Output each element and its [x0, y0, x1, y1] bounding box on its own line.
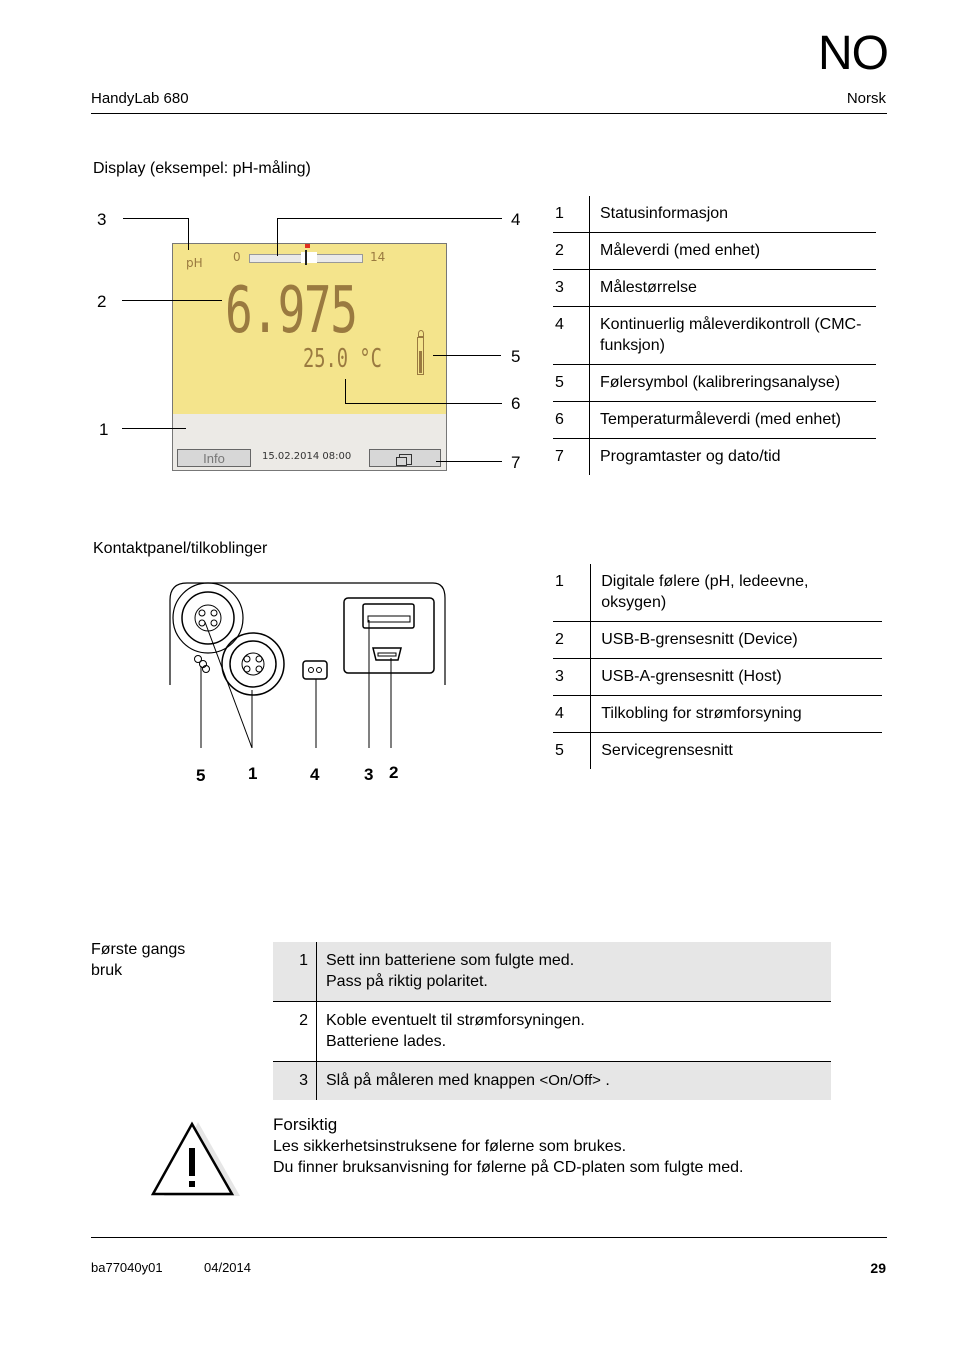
callout-1: 1: [99, 420, 109, 439]
scale-high: 14: [370, 250, 386, 264]
display-param: pH: [186, 256, 203, 270]
display-section-title: Display (eksempel: pH-måling): [93, 160, 311, 177]
step-row: 3 Slå på måleren med knappen <On/Off> .: [273, 1062, 831, 1101]
caution-line2: Du finner bruksanvisning for følerne på CD-platen som fulgte med.: [273, 1159, 744, 1176]
sensor-socket-icon: [173, 583, 243, 653]
window-icon: [399, 454, 412, 465]
temperature-value: 25.0 °C: [303, 344, 382, 374]
step-row: 1 Sett inn batteriene som fulgte med. Pass på riktig polaritet.: [273, 942, 831, 1002]
language-name: Norsk: [846, 90, 886, 107]
legend-row: 3 Målestørrelse: [553, 270, 876, 307]
connector-panel-drawing: [165, 580, 450, 780]
panel-callout-1: 1: [248, 764, 258, 783]
step-row: 2 Koble eventuelt til strømforsyningen. Batteriene lades.: [273, 1002, 831, 1062]
legend-row: 4 Kontinuerlig måleverdikontroll (CMC-funksjon): [553, 307, 876, 365]
legend-row: 5 Servicegrensesnitt: [553, 733, 882, 770]
sensor-socket-icon: [222, 633, 284, 695]
legend-row: 4 Tilkobling for strømforsyning: [553, 696, 882, 733]
product-name: HandyLab 680: [91, 90, 189, 107]
cmc-needle: [305, 250, 307, 265]
panel-section-title: Kontaktpanel/tilkoblinger: [93, 540, 268, 557]
first-use-title-line1: Første gangs: [91, 941, 186, 958]
legend-row: 6 Temperaturmåleverdi (med enhet): [553, 402, 876, 439]
service-port-icon: [195, 656, 210, 673]
cmc-marker: [305, 244, 310, 248]
display-screen: [172, 243, 447, 471]
header-rule: [91, 113, 887, 114]
usb-a-icon: [363, 604, 414, 628]
caution-title: Forsiktig: [273, 1115, 338, 1134]
usb-b-icon: [373, 648, 401, 660]
softkey-window[interactable]: [369, 449, 441, 467]
softkey-info[interactable]: Info: [177, 449, 251, 467]
footer-rule: [91, 1237, 887, 1238]
cmc-window: [301, 252, 317, 263]
legend-row: 1 Statusinformasjon: [553, 196, 876, 233]
doc-date: 04/2014: [204, 1260, 251, 1275]
callout-6: 6: [511, 394, 521, 413]
warning-icon: [150, 1120, 242, 1200]
power-connector-icon: [303, 661, 327, 679]
legend-row: 5 Følersymbol (kalibreringsanalyse): [553, 365, 876, 402]
doc-id: ba77040y01: [91, 1260, 163, 1275]
panel-callout-2: 2: [389, 763, 399, 782]
scale-low: 0: [233, 250, 241, 264]
language-code: NO: [818, 27, 888, 80]
legend-row: 2 USB-B-grensesnitt (Device): [553, 622, 882, 659]
callout-7: 7: [511, 453, 521, 472]
onoff-key: <On/Off>: [539, 1072, 601, 1089]
legend-row: 1 Digitale følere (pH, ledeevne, oksygen): [553, 564, 882, 622]
first-use-title-line2: bruk: [91, 962, 123, 979]
panel-callout-4: 4: [310, 765, 320, 784]
legend-row: 3 USB-A-grensesnitt (Host): [553, 659, 882, 696]
callout-2: 2: [97, 292, 107, 311]
panel-legend: [553, 564, 882, 769]
sensor-icon: [417, 337, 424, 375]
measured-value: 6.975: [225, 274, 357, 348]
display-datetime: 15.02.2014 08:00: [262, 451, 352, 462]
legend-row: 7 Programtaster og dato/tid: [553, 439, 876, 476]
panel-callout-3: 3: [364, 765, 374, 784]
callout-3: 3: [97, 210, 107, 229]
callout-5: 5: [511, 347, 521, 366]
first-use-steps: [273, 942, 831, 1100]
sensor-icon-top: [418, 330, 424, 337]
legend-row: 2 Måleverdi (med enhet): [553, 233, 876, 270]
callout-4: 4: [511, 210, 521, 229]
panel-callout-5: 5: [196, 766, 206, 785]
first-use-title: [91, 939, 185, 981]
page-number: 29: [870, 1260, 886, 1276]
caution-line1: Les sikkerhetsinstruksene for følerne som brukes.: [273, 1138, 627, 1155]
display-legend: [553, 196, 876, 475]
